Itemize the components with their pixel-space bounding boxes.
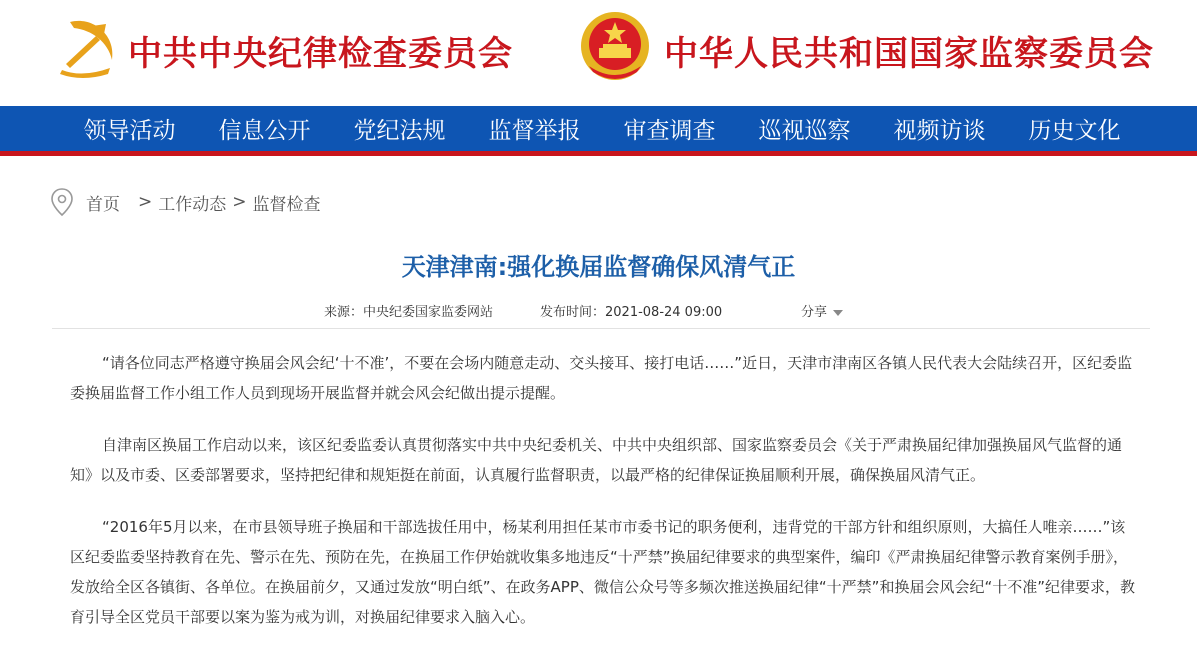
article-title: 天津津南:强化换届监督确保风清气正	[401, 253, 796, 281]
article-paragraph: 自津南区换届工作启动以来，该区纪委监委认真贯彻落实中共中央纪委机关、中共中央组织部、国家监察委员会《关于严肃换届纪律加强换届风气监督的通知》以及市委、区委部署要求，坚持把纪律和规矩挺在前面，认真履行监督职责，以最严格的纪律保证换届顺利开展，确保换届风清气正。	[70, 436, 1123, 484]
chevron-down-icon	[833, 310, 843, 316]
main-nav	[0, 106, 1197, 151]
breadcrumb-supervision[interactable]: 监督检查	[252, 194, 321, 215]
breadcrumb-separator: >	[232, 192, 247, 212]
breadcrumb-home[interactable]: 首页	[86, 194, 120, 215]
share-button[interactable]	[801, 301, 843, 320]
party-emblem-icon	[52, 12, 122, 82]
nav-item-inspection[interactable]: 巡视巡察	[758, 118, 851, 144]
nav-item-info-disclosure[interactable]: 信息公开	[218, 118, 311, 144]
nav-item-leadership[interactable]: 领导活动	[83, 118, 176, 144]
nav-item-investigation[interactable]: 审查调查	[623, 118, 716, 144]
nav-item-video[interactable]: 视频访谈	[893, 118, 986, 144]
org-name-nsc: 中华人民共和国国家监察委员会	[664, 34, 1154, 74]
article-body	[70, 348, 1140, 654]
article-publish-time: 发布时间：2021-08-24 09:00	[540, 305, 723, 320]
breadcrumb-work-news[interactable]: 工作动态	[158, 194, 227, 215]
article-source: 来源：中央纪委国家监委网站	[324, 305, 494, 320]
article-paragraph: “请各位同志严格遵守换届会风会纪‘十不准’，不要在会场内随意走动、交头接耳、接打电话……”近日，天津市津南区各镇人民代表大会陆续召开，区纪委监委换届监督工作小组工作人员到现场开展监督并就会风会纪做出提示提醒。	[70, 354, 1133, 402]
nav-item-history[interactable]: 历史文化	[1028, 118, 1121, 144]
national-emblem-icon	[577, 8, 653, 86]
org-name-ccdi: 中共中央纪律检查委员会	[128, 34, 513, 74]
site-header	[0, 0, 1197, 106]
breadcrumb-separator: >	[138, 192, 153, 212]
breadcrumb	[50, 187, 321, 217]
nav-item-regulations[interactable]: 党纪法规	[353, 118, 446, 144]
article-paragraph: “2016年5月以来，在市县领导班子换届和干部选拔任用中，杨某利用担任某市市委书记的职务便利，违背党的干部方针和组织原则，大搞任人唯亲……”该区纪委监委坚持教育在先、警示在先、预防在先，在换届工作伊始就收集多地违反“十严禁”换届纪律要求的典型案件，编印《严肃换届纪律警示教育案例手册》，发放给全区各镇街、各单位。在换届前夕，又通过发放“明白纸”、在政务APP、微信公众号等多频次推送换届纪律“十严禁”和换届会风会纪“十不准”纪律要求，教育引导全区党员干部要以案为鉴为戒为训，对换届纪律要求入脑入心。	[70, 518, 1135, 626]
location-pin-icon	[50, 187, 74, 217]
nav-red-stripe	[0, 151, 1197, 156]
divider	[52, 328, 1150, 329]
nav-item-report[interactable]: 监督举报	[488, 118, 581, 144]
share-label: 分享	[801, 305, 828, 320]
